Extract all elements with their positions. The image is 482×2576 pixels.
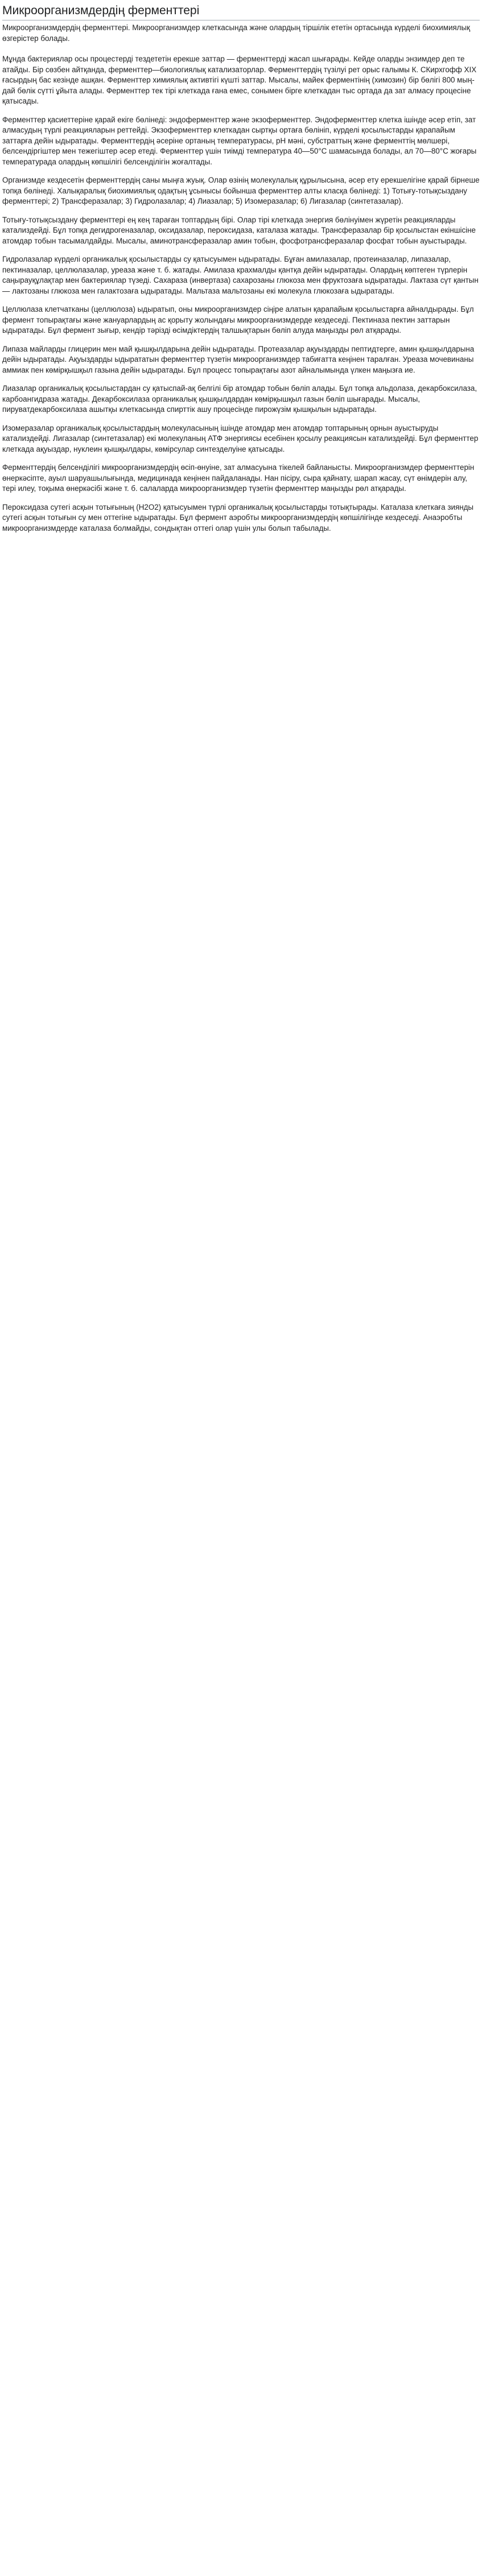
article-body — [2, 54, 480, 534]
article-paragraph: Ферменттер қасиеттеріне қарай екіге бөлінеді: эндоферменттер және экзоферменттер. Эндоферменттер клетка ішінде әсер етіп, зат алмасудың түрлі реакцияларын реттейді. Экзоферменттер клеткадан сыртқы ортаға бөлініп, күрделі қосылыстарды қарапайым заттарға дейін ыдыратады. Ферменттердің әсеріне ортаның температурасы, рН мәні, субстраттың және ферменттің мөлшері, белсендіргіштер мен тежегіштер әсер етеді. Ферменттер үшін тиімді температура 40—50°С шамасында болады, ал 70—80°С жоғары температурада олардың көпшілігі белсенділігін жоғалтады. — [2, 115, 477, 166]
article-paragraph: Ферменттердің белсенділігі микроорганизмдердің өсіп-өнуіне, зат алмасуына тікелей байланысты. Микроорганизмдер ферменттерін өнеркәсіпте, ауыл шаруашылығында, медицинада кеңінен пайдаланады. Нан пісіру, сыра қайнату, шарап жасау, сүт өнімдерін алу, тері илеу, тоқыма өнеркәсібі және т. б. салаларда микроорганизмдер түзетін ферменттер маңызды рөл атқарады. — [2, 463, 475, 493]
article-paragraph: Целлюлаза клетчатканы (целлюлоза) ыдыратып, оны микроорганизмдер сіңіре алатын қарапайым қосылыстарға айналдырады. Бұл фермент топырақтағы және жануарлардың ас қорыту жолындағы микроорганизмдерде кездеседі. Пектиназа пектин заттарын ыдыратады. Бұл фермент зығыр, кендір тәрізді өсімдіктердің талшықтарын бөліп алуда маңызды рөл атқарады. — [2, 305, 474, 335]
article-paragraph: Тотығу-тотықсыздану ферменттері ең кең тараған топтардың бірі. Олар тірі клеткада энергия бөлінуімен жүретін реакцияларды катализдейді. Бұл топқа дегидрогеназалар, оксидазалар, пероксидаза, каталаза жатады. Трансферазалар бір қосылыстан екіншісіне атомдар тобын тасымалдайды. Мысалы, аминотрансферазалар амин тобын, фосфотрансферазалар фосфат тобын ауыстырады. — [2, 215, 476, 245]
article-paragraph: Изомеразалар органикалық қосылыстардың молекуласының ішінде атомдар мен атомдар топтарының орнын ауыстыруды катализдейді. Лигазалар (синтетазалар) екі молекуланың АТФ энергиясы есебінен қосылу реакциясын катализдейді. Бұл ферменттер клеткада ақуыздар, нуклеин қышқылдары, көмірсулар синтезделуіне қатысады. — [2, 423, 479, 453]
page-title: Микроорганизмдердің ферменттері — [2, 3, 480, 20]
article-page — [0, 0, 482, 534]
article-paragraph: Гидролазалар күрделі органикалық қосылыстарды су қатысуымен ыдыратады. Бұған амилазалар, протеиназалар, липазалар, пектиназалар, целлюлазалар, уреаза және т. б. жатады. Амилаза крахмалды қантқа дейін ыдыратады. Олардың көптеген түрлерін саңырауқұлақтар мен бактериялар түзеді. Сахараза (инвертаза) сахарозаны глюкоза мен фруктозаға ыдыратады. Лактаза сүт қантын — лактозаны глюкоза мен галактозаға ыдыратады. Мальтаза мальтозаны екі молекула глюкозаға ыдыратады. — [2, 255, 479, 295]
article-paragraph: Лиазалар органикалық қосылыстардан су қатыспай-ақ белгілі бір атомдар тобын бөліп алады. Бұл топқа альдолаза, декарбоксилаза, карбоангидраза жатады. Декарбоксилаза органикалық қышқылдардан көмірқышқыл газын бөліп шығарады. Мысалы, пируватдекарбоксилаза ашытқы клеткасында спирттік ашу процесінде пирожүзім қышқылын ыдыратады. — [2, 384, 477, 414]
article-paragraph: Организмде кездесетін ферменттердің саны мыңға жуық. Олар өзінің молекулалық құрылысына, әсер ету ерекшелігіне қарай бірнеше топқа бөлінеді. Халықаралық биохимиялық одақтың ұсынысы бойынша ферменттер алты класқа бөлінеді: 1) Тотығу-тотықсыздану ферменттері; 2) Трансферазалар; 3) Гидролазалар; 4) Лиазалар; 5) Изомеразалар; 6) Лигазалар (синтетазалар). — [2, 176, 480, 206]
article-paragraph: Липаза майларды глицерин мен май қышқылдарына дейін ыдыратады. Протеазалар ақуыздарды пептидтерге, амин қышқылдарына дейін ыдыратады. Ақуыздарды ыдырататын ферменттер түзетін микроорганизмдер табиғатта кеңінен таралған. Уреаза мочевинаны аммиак пен көмірқышқыл газына дейін ыдыратады. Бұл процесс топырақтағы азот айналымында үлкен маңызға ие. — [2, 344, 475, 374]
article-paragraph: Пероксидаза сутегі асқын тотығының (Н2О2) қатысуымен түрлі органикалық қосылыстарды тотықтырады. Каталаза клеткаға зиянды сутегі асқын тотығын су мен оттегіне ыдыратады. Бұл фермент аэробты микроорганизмдердің көпшілігінде кездеседі. Анаэробты микроорганизмдерде каталаза болмайды, сондықтан оттегі олар үшін улы болып табылады. — [2, 502, 474, 532]
article-paragraph: Мұнда бактериялар осы процестерді тездететін ерекше заттар — ферменттерді жасап шығарады. Кейде оларды энзимдер деп те атайды. Бір сөзбен айтқанда, ферменттер—биологиялық катализаторлар. Ферменттердің түзілуі рет орыс ғалымы К. СКирхгофф XIX ғасырдың бас кезінде ашқан. Ферменттер химиялық активтігі күшті заттар. Мысалы, майек ферментінің (химозин) бір бөлігі 800 мың-дай бөлік сүтті ұйыта алады. Ферменттер тек тірі клеткада ғана емес, сонымен бірге клеткадан тыс ортада да зат алмасу процесіне қатысады. — [2, 55, 477, 106]
article-lead: Микроорганизмдердің ферменттері. Микроорганизмдер клеткасында және олардың тіршілік ететін ортасында күрделі биохимиялық өзгерістер болады. — [2, 23, 470, 43]
